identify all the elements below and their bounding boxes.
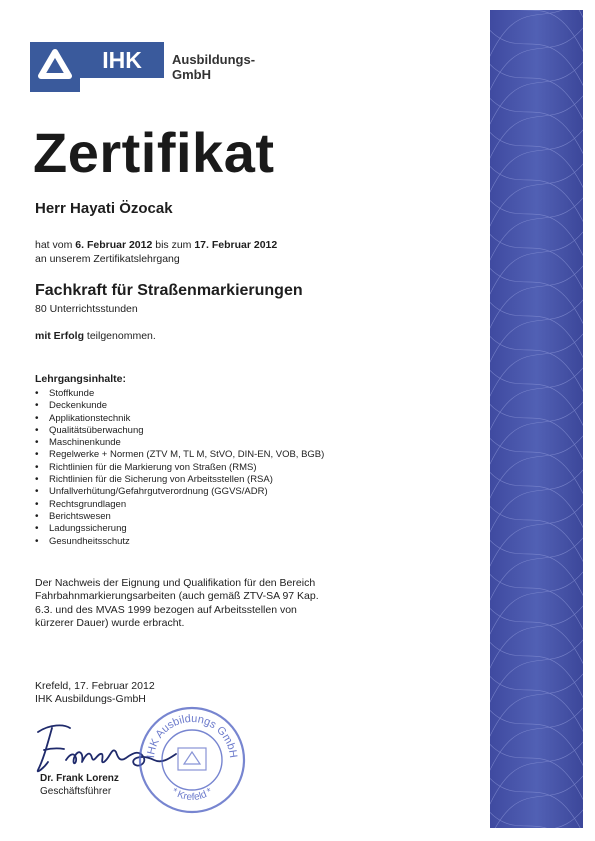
contents-heading: Lehrgangsinhalte:: [35, 373, 127, 385]
course-hours: 80 Unterrichtsstunden: [35, 303, 138, 315]
decorative-band: [490, 10, 583, 828]
contents-list: [35, 388, 324, 548]
course-period: [35, 238, 277, 266]
list-item: • Regelwerke + Normen (ZTV M, TL M, StVO, DIN-EN, VOB, BGB): [35, 449, 324, 461]
statement-line: kürzerer Dauer) wurde erbracht.: [35, 617, 185, 630]
period-start: 6. Februar 2012: [75, 239, 153, 251]
list-item: • Berichtswesen: [35, 511, 324, 523]
logo-ihk-text: IHK: [80, 42, 164, 78]
period-middle: bis zum: [152, 239, 195, 251]
list-item: • Gesundheitsschutz: [35, 536, 324, 548]
list-item: • Rechtsgrundlagen: [35, 499, 324, 511]
certificate-title: Zertifikat: [33, 121, 275, 184]
statement-line: Der Nachweis der Eignung und Qualifikation für den Bereich: [35, 577, 316, 589]
period-end: 17. Februar 2012: [194, 239, 278, 251]
logo-subtitle: Ausbildungs-GmbH: [172, 52, 256, 82]
success-rest: teilgenommen.: [84, 330, 156, 342]
list-item: • Applikationstechnik: [35, 413, 324, 425]
list-item: • Stoffkunde: [35, 388, 324, 400]
statement-line: Fahrbahnmarkierungsarbeiten (auch gemäß ZTV-SA 97 Kap.: [35, 590, 319, 603]
signer-block: [40, 772, 119, 798]
list-item: • Deckenkunde: [35, 400, 324, 412]
ihk-logo: [30, 42, 265, 92]
success-bold: mit Erfolg: [35, 330, 84, 342]
signer-name: Dr. Frank Lorenz: [40, 773, 119, 784]
place-date-text: Krefeld, 17. Februar 2012: [35, 680, 155, 692]
list-item: • Richtlinien für die Markierung von Straßen (RMS): [35, 462, 324, 474]
official-stamp: [132, 700, 252, 820]
period-line2: an unserem Zertifikatslehrgang: [35, 253, 180, 265]
list-item: • Unfallverhütung/Gefahrgutverordnung (GGVS/ADR): [35, 486, 324, 498]
list-item: • Maschinenkunde: [35, 437, 324, 449]
qualification-statement: [35, 577, 375, 631]
list-item: • Qualitätsüberwachung: [35, 425, 324, 437]
signer-role: Geschäftsführer: [40, 786, 112, 797]
period-prefix: hat vom: [35, 239, 76, 251]
recipient-name: Herr Hayati Özocak: [35, 200, 173, 217]
organization-name: IHK Ausbildungs-GmbH: [35, 693, 146, 706]
list-item: • Ladungssicherung: [35, 523, 324, 535]
svg-text:* Krefeld *: * Krefeld *: [169, 786, 215, 804]
success-statement: [35, 330, 156, 342]
svg-text:IHK Ausbildungs GmbH: IHK Ausbildungs GmbH: [145, 712, 240, 759]
ihk-arrows-logo-icon: [30, 42, 80, 92]
statement-line: 6.3. und des MVAS 1999 bezogen auf Arbeitsstellen von: [35, 603, 297, 616]
list-item: • Richtlinien für die Sicherung von Arbeitsstellen (RSA): [35, 474, 324, 486]
course-title: Fachkraft für Straßenmarkierungen: [35, 282, 303, 299]
